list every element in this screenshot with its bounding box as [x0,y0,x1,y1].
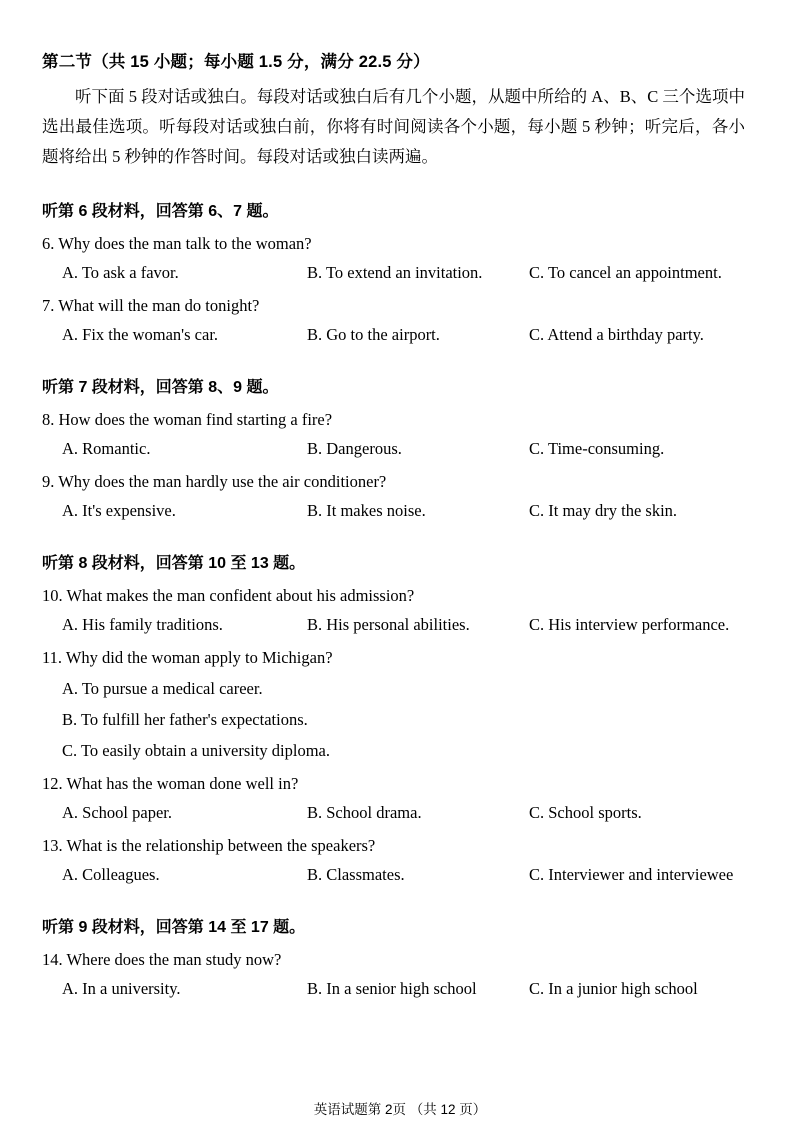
group-title: 听第 6 段材料，回答第 6、7 题。 [42,203,279,220]
question-stem: 11. Why did the woman apply to Michigan? [42,648,333,667]
question-item [42,230,745,286]
option-a[interactable]: A. His family traditions. [62,615,223,634]
question-stem: 13. What is the relationship between the speakers? [42,836,376,855]
question-item [42,770,745,826]
option-b[interactable]: B. School drama. [307,803,422,822]
question-stem: 14. Where does the man study now? [42,950,282,969]
question-stem: 9. Why does the man hardly use the air conditioner? [42,472,387,491]
option-b[interactable]: B. In a senior high school [307,979,477,998]
option-c[interactable]: C. His interview performance. [529,615,730,634]
option-a[interactable]: A. Romantic. [62,439,151,458]
question-item [42,406,745,462]
question-item [42,832,745,888]
option-a[interactable]: A. Fix the woman's car. [62,325,219,344]
question-stem: 7. What will the man do tonight? [42,296,260,315]
group-title: 听第 8 段材料，回答第 10 至 13 题。 [42,555,306,572]
question-group [42,550,745,888]
option-row [42,611,745,638]
option-a[interactable]: A. It's expensive. [62,501,176,520]
group-title: 听第 9 段材料，回答第 14 至 17 题。 [42,919,306,936]
option-c[interactable]: C. In a junior high school [529,979,698,998]
option-a[interactable]: A. School paper. [62,803,172,822]
page-footer: 英语试题第 2页 （共 12 页） [313,1102,487,1117]
option-b[interactable]: B. His personal abilities. [307,615,470,634]
option-a[interactable]: A. To pursue a medical career. [62,679,263,698]
option-b[interactable]: B. Classmates. [307,865,405,884]
option-b[interactable]: B. It makes noise. [307,501,426,520]
section-directions: 听下面 5 段对话或独白。每段对话或独白后有几个小题，从题中所给的 A、B、C 三个选项中选出最佳选项。听每段对话或独白前，你将有时间阅读各个小题，每小题 5 秒钟；听完后，各小题将给出 5 秒钟的作答时间。每段对话或独白读两遍。 [42,87,745,166]
option-c[interactable]: C. Interviewer and interviewee [529,865,734,884]
option-c[interactable]: C. School sports. [529,803,642,822]
question-stem: 12. What has the woman done well in? [42,774,299,793]
option-a[interactable]: A. In a university. [62,979,181,998]
option-b[interactable]: B. To extend an invitation. [307,263,483,282]
question-item [42,644,745,766]
option-a[interactable]: A. Colleagues. [62,865,160,884]
option-row [42,861,745,888]
group-title: 听第 7 段材料，回答第 8、9 题。 [42,379,279,396]
option-b[interactable]: B. Go to the airport. [307,325,440,344]
section-heading: 第二节（共 15 小题；每小题 1.5 分，满分 22.5 分） [42,53,430,71]
question-group [42,914,745,1002]
option-c[interactable]: C. It may dry the skin. [529,501,678,520]
option-b[interactable]: B. Dangerous. [307,439,402,458]
option-c[interactable]: C. To easily obtain a university diploma. [62,741,331,760]
option-b[interactable]: B. To fulfill her father's expectations. [62,710,308,729]
question-item [42,946,745,1002]
question-stem: 10. What makes the man confident about his admission? [42,586,415,605]
option-c[interactable]: C. Time-consuming. [529,439,665,458]
option-row [42,799,745,826]
question-item [42,292,745,348]
option-row [42,975,745,1002]
option-a[interactable]: A. To ask a favor. [62,263,179,282]
question-stem: 6. Why does the man talk to the woman? [42,234,312,253]
option-row [42,435,745,462]
option-c[interactable]: C. Attend a birthday party. [529,325,704,344]
question-item [42,582,745,638]
option-stack [42,673,745,766]
question-group [42,198,745,348]
option-row [42,259,745,286]
question-item [42,468,745,524]
option-row [42,321,745,348]
question-group [42,374,745,524]
option-c[interactable]: C. To cancel an appointment. [529,263,722,282]
question-stem: 8. How does the woman find starting a fire? [42,410,333,429]
option-row [42,497,745,524]
